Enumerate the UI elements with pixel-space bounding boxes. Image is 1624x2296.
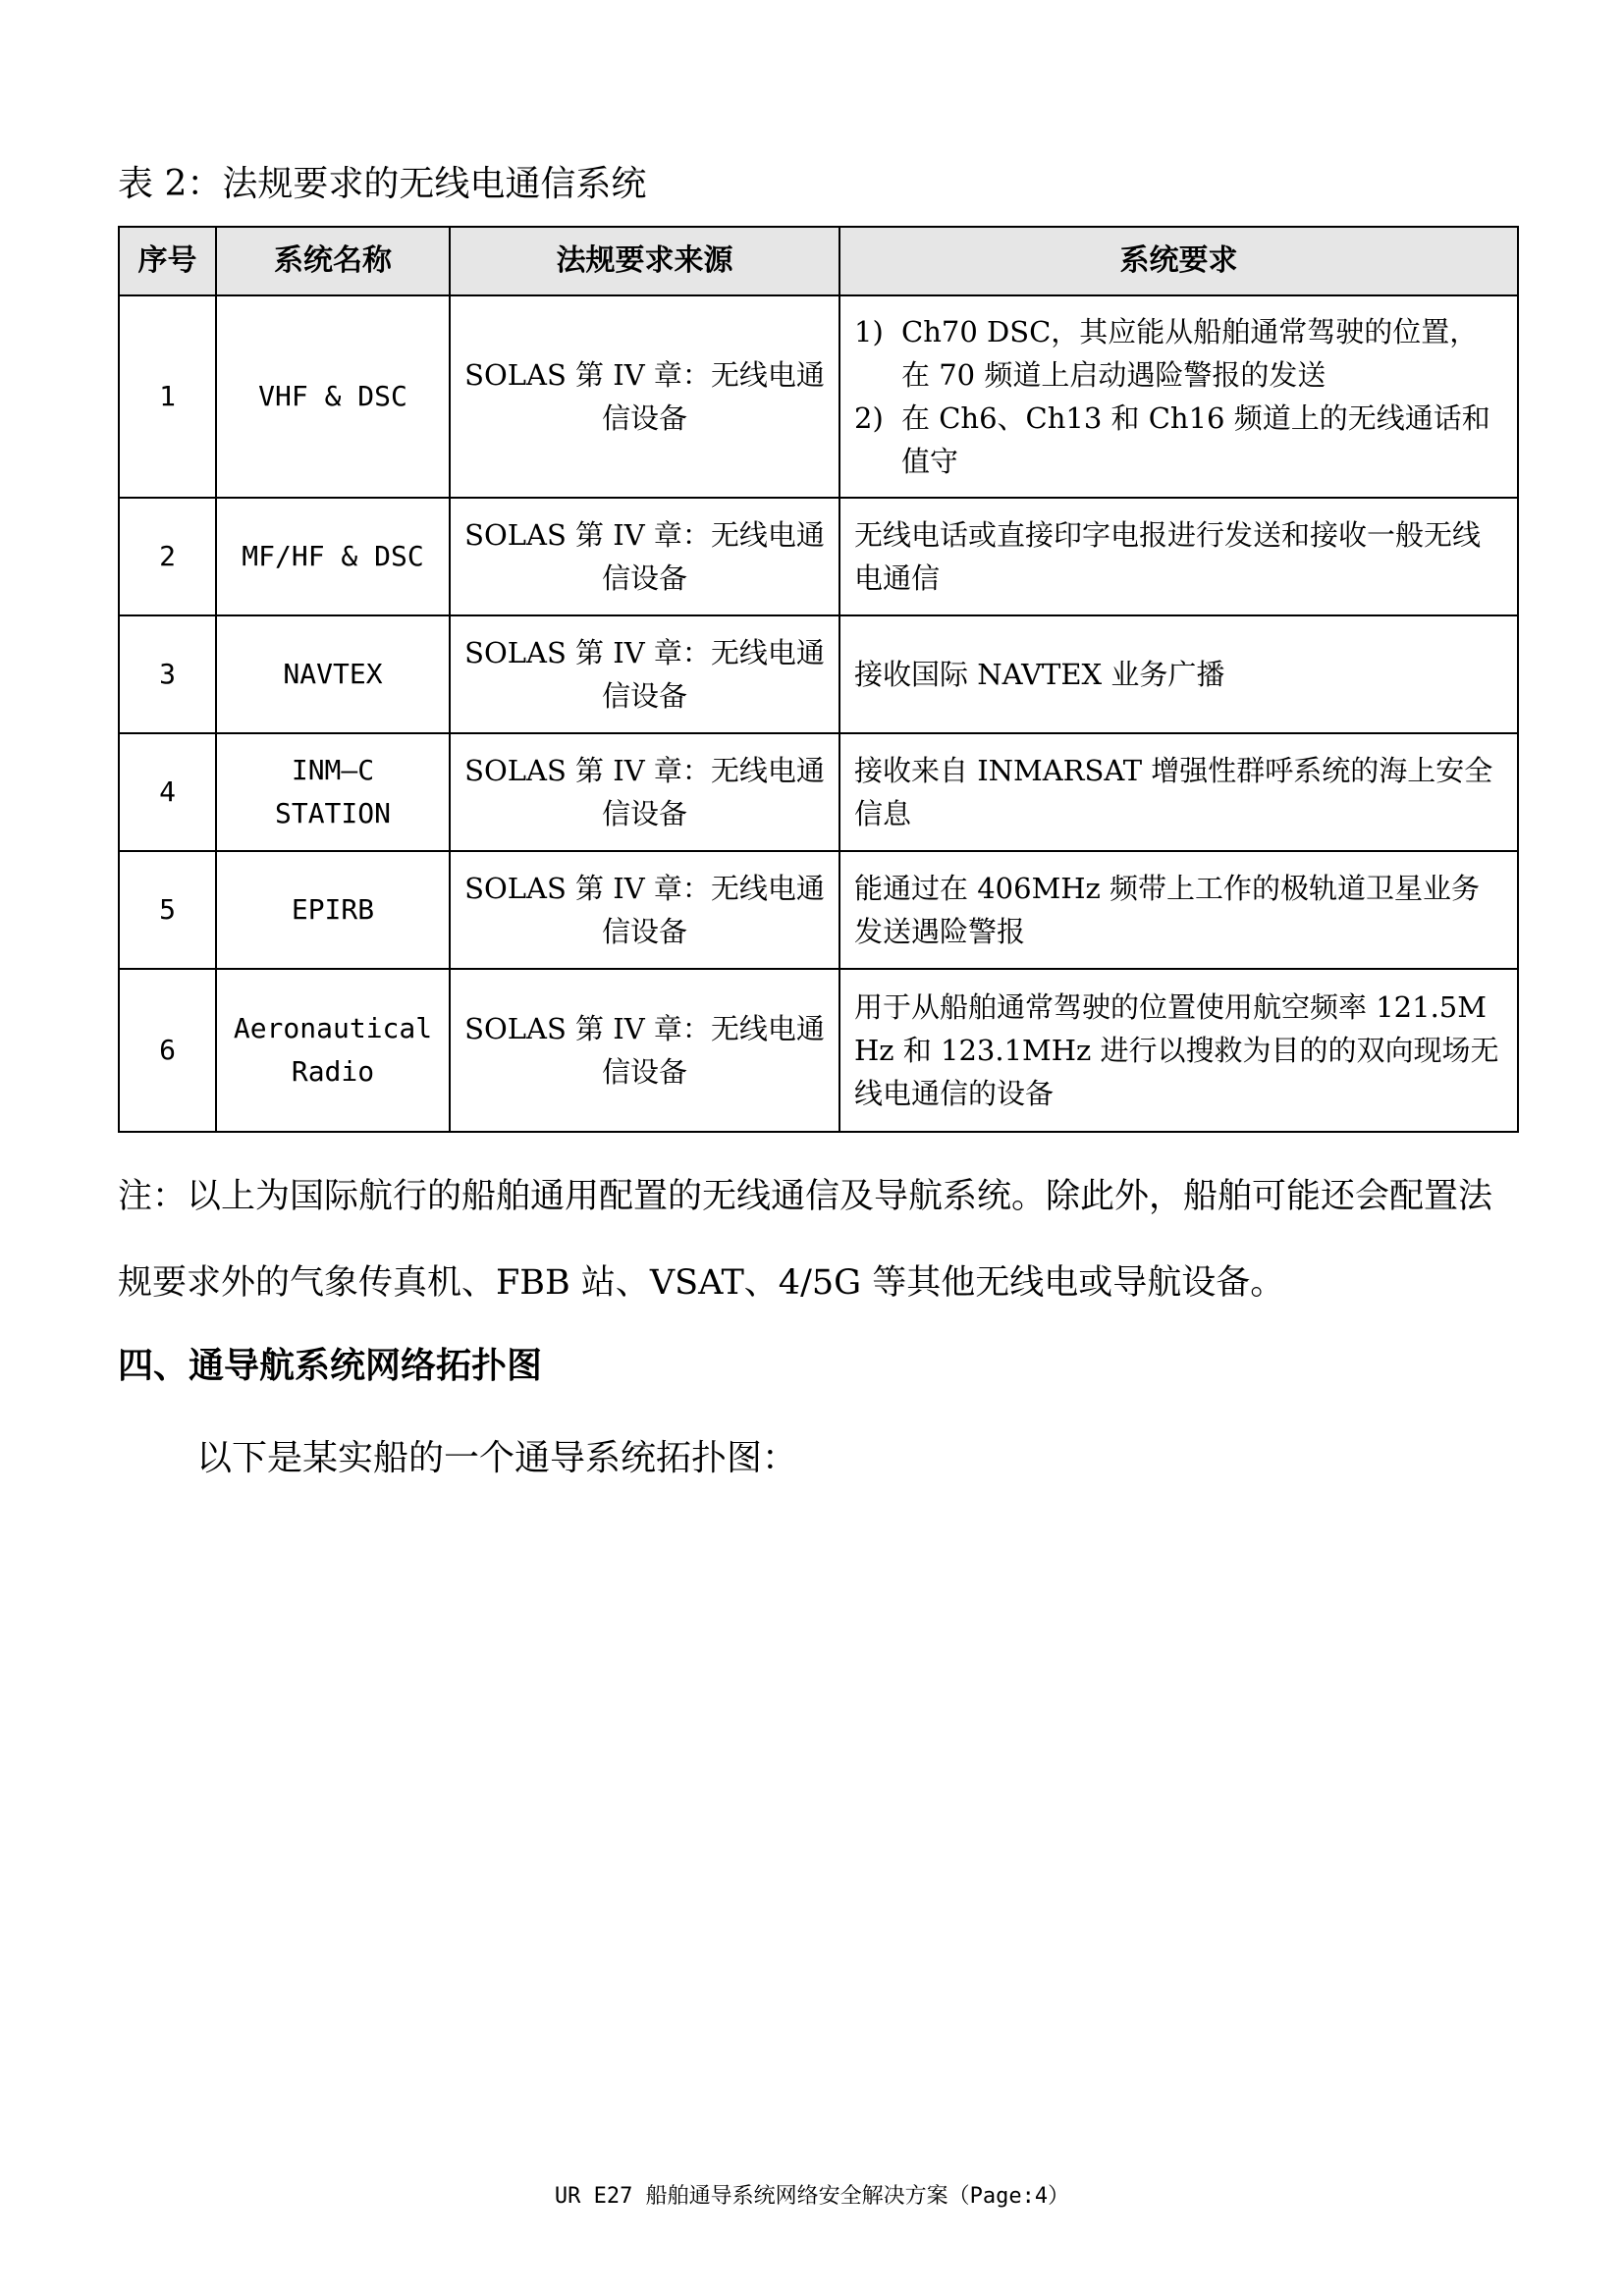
requirement-text: 在 Ch6、Ch13 和 Ch16 频道上的无线通话和值守	[901, 401, 1490, 478]
row-requirement	[839, 295, 1518, 498]
row-no: 5	[119, 851, 216, 969]
header-system-name: 系统名称	[216, 227, 450, 295]
section-intro: 以下是某实船的一个通导系统拓扑图：	[196, 1438, 798, 1478]
section-heading: 四、通导航系统网络拓扑图	[118, 1346, 543, 1386]
row-no: 2	[119, 498, 216, 615]
row-requirement: 能通过在 406MHz 频带上工作的极轨道卫星业务发送遇险警报	[839, 851, 1518, 969]
row-system-name: MF/HF & DSC	[216, 498, 450, 615]
row-source: SOLAS 第 IV 章：无线电通信设备	[450, 615, 839, 733]
requirement-list	[854, 310, 1505, 483]
row-no: 3	[119, 615, 216, 733]
requirement-number: 2)	[854, 401, 884, 435]
header-requirement: 系统要求	[839, 227, 1518, 295]
requirement-number: 1)	[854, 315, 884, 348]
header-source: 法规要求来源	[450, 227, 839, 295]
requirement-text: Ch70 DSC，其应能从船舶通常驾驶的位置，在 70 频道上启动遇险警报的发送	[901, 315, 1479, 392]
header-no: 序号	[119, 227, 216, 295]
row-no: 6	[119, 969, 216, 1132]
table-caption: 表 2：法规要求的无线电通信系统	[118, 164, 647, 204]
row-no: 1	[119, 295, 216, 498]
table-row	[119, 498, 1518, 615]
row-requirement: 用于从船舶通常驾驶的位置使用航空频率 121.5MHz 和 123.1MHz 进行以搜救为目的的双向现场无线电通信的设备	[839, 969, 1518, 1132]
row-source: SOLAS 第 IV 章：无线电通信设备	[450, 498, 839, 615]
table-header-row	[119, 227, 1518, 295]
row-source: SOLAS 第 IV 章：无线电通信设备	[450, 295, 839, 498]
table-row	[119, 615, 1518, 733]
table-row	[119, 295, 1518, 498]
row-system-name: EPIRB	[216, 851, 450, 969]
row-system-name: NAVTEX	[216, 615, 450, 733]
requirement-item	[854, 397, 1505, 483]
table-note: 注：以上为国际航行的船舶通用配置的无线通信及导航系统。除此外，船舶可能还会配置法规要求外的气象传真机、FBB 站、VSAT、4/5G 等其他无线电或导航设备。	[118, 1177, 1493, 1303]
radio-systems-table	[118, 226, 1519, 1133]
row-source: SOLAS 第 IV 章：无线电通信设备	[450, 733, 839, 851]
row-requirement: 接收来自 INMARSAT 增强性群呼系统的海上安全信息	[839, 733, 1518, 851]
table-row	[119, 851, 1518, 969]
row-requirement: 接收国际 NAVTEX 业务广播	[839, 615, 1518, 733]
row-system-name: Aeronautical Radio	[216, 969, 450, 1132]
row-requirement: 无线电话或直接印字电报进行发送和接收一般无线电通信	[839, 498, 1518, 615]
row-no: 4	[119, 733, 216, 851]
row-system-name: INM—C STATION	[216, 733, 450, 851]
table-row	[119, 969, 1518, 1132]
requirement-item	[854, 310, 1505, 397]
row-system-name: VHF & DSC	[216, 295, 450, 498]
page-footer: UR E27 船舶通导系统网络安全解决方案（Page:4）	[554, 2184, 1070, 2209]
row-source: SOLAS 第 IV 章：无线电通信设备	[450, 969, 839, 1132]
table-row	[119, 733, 1518, 851]
row-source: SOLAS 第 IV 章：无线电通信设备	[450, 851, 839, 969]
